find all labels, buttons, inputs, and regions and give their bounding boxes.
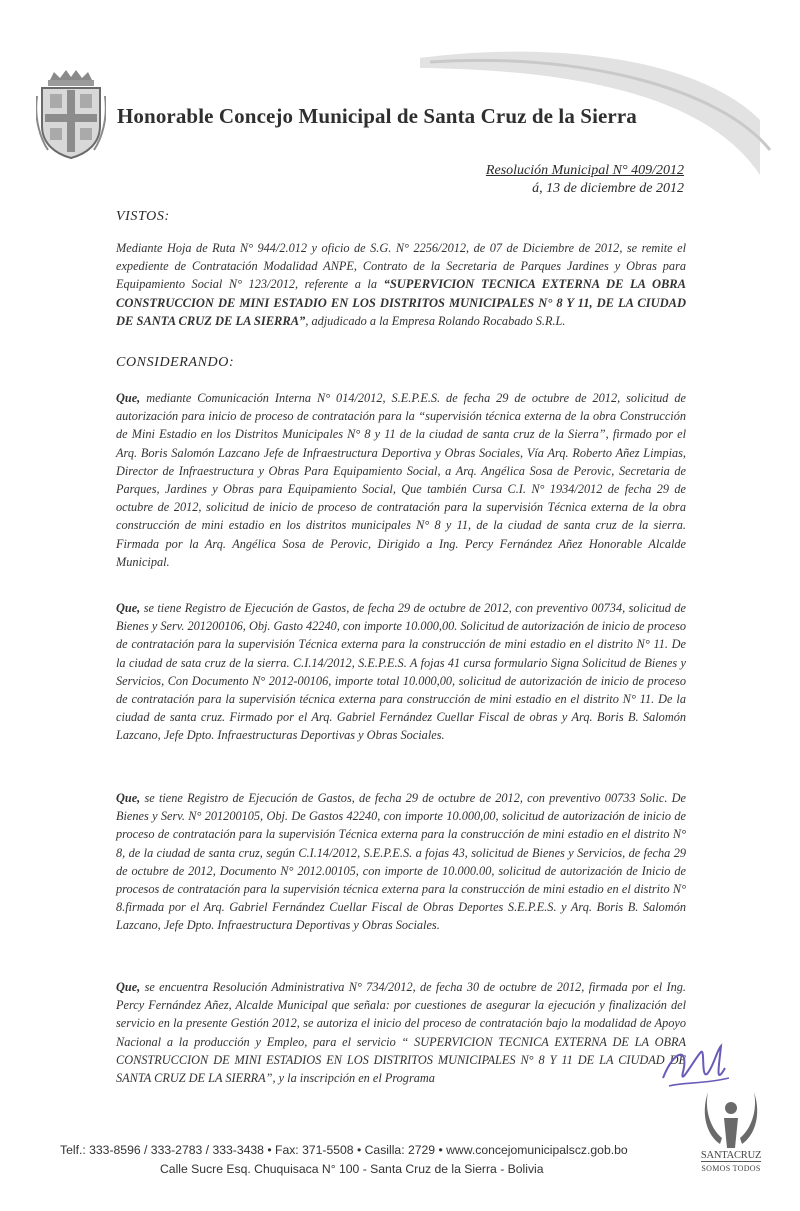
considerando-paragraph-3 bbox=[116, 789, 686, 935]
considerando-paragraph-1 bbox=[116, 389, 686, 571]
resolution-header bbox=[486, 162, 684, 198]
paragraph-lead: Que, bbox=[116, 980, 141, 994]
vistos-outro: , adjudicado a la Empresa Rolando Rocabado S.R.L. bbox=[305, 313, 566, 328]
vistos-project-title: “SUPERVICION TECNICA EXTERNA DE LA OBRA CONSTRUCCION DE MINI ESTADIO EN LOS DISTRITOS MUNICIPALES N° 8 Y 11, DE LA CIUDAD DE SANTA CRUZ DE LA SIERRA” bbox=[116, 277, 686, 328]
considerando-heading: CONSIDERANDO: bbox=[116, 355, 235, 370]
vistos-heading: VISTOS: bbox=[116, 209, 170, 224]
paragraph-text: se tiene Registro de Ejecución de Gastos, de fecha 29 de octubre de 2012, con preventivo 00733 Solic. De Bienes y Serv. N° 201200105, Obj. De Gastos 42240, con importe 10.000,00, solicitud de autorización de inicio de proceso de contratación para la supervisión Técnica externa para la construcción de mini estadio en el distrito N° 8, de la ciudad de santa cruz, según C.I.14/2012, S.E.P.E.S. a fojas 43, solicitud de Bienes y Servicios, de fecha 29 de octubre de 2012, Documento N° 2012.00105, con importe de 10.000.00, solicitud de autorización de Inicio de procesos de contratación para la supervisión técnica externa para la construcción de mini estadio en el distrito N° 8.firmada por el Arq. Gabriel Fernández Cuellar Fiscal de Obras Deportes S.E.P.E.S. y Arq. Boris B. Salomón Lazcano, Jefe Dpto. Infraestructura Deportivas y Obras Sociales. bbox=[116, 791, 686, 933]
paragraph-lead: Que, bbox=[116, 791, 141, 805]
coat-of-arms-icon bbox=[36, 68, 106, 160]
paragraph-text: mediante Comunicación Interna N° 014/2012, S.E.P.E.S. de fecha 29 de octubre de 2012, solicitud de autorización para inicio de proceso de contratación para la “supervisión técnica externa de la obra Construcción de Mini Estadio en los Distritos Municipales N° 8 y 11 de la ciudad de santa cruz de la Sierra”, firmado por el Arq. Boris Salomón Lazcano Jefe de Infraestructura Deportiva y Obras Sociales, Vía Arq. Roberto Añez Limpias, Director de Infraestructura y Obras Para Equipamiento Social, a Arq. Angélica Sosa de Perovic, Secretaria de Parques, Jardines y Obras para Equipamiento Social, Que también Cursa C.I. N° 1934/2012 de fecha 29 de octubre de 2012, solicitud de inicio de proceso de contratación para la supervisión Técnica externa de la obra construcción de mini estadio en los distritos municipales N° 8 y 11, de la ciudad de santa cruz de la sierra. Firmada por la Arq. Angélica Sosa de Perovic, Dirigido a Ing. Percy Fernández Añez Honorable Alcalde Municipal. bbox=[116, 391, 686, 569]
santa-cruz-logo-text bbox=[690, 1150, 772, 1174]
vistos-paragraph bbox=[116, 239, 686, 330]
footer-contact: Telf.: 333-8596 / 333-2783 / 333-3438 • Fax: 371-5508 • Casilla: 2729 • www.concejomunicipalscz.gob.bo bbox=[60, 1143, 628, 1157]
logo-name: SANTACRUZ bbox=[700, 1150, 762, 1161]
paragraph-lead: Que, bbox=[116, 601, 141, 615]
paragraph-text: se tiene Registro de Ejecución de Gastos, de fecha 29 de octubre de 2012, con preventivo 00734, solicitud de Bienes y Serv. 201200106, Obj. Gasto 42240, con importe 10.000,00. Solicitud de autorización de inicio de proceso de contratación para la supervisión Técnica externa para la construcción de mini estadio en el distrito N° 11. De la ciudad de sata cruz de la sierra. C.I.14/2012, S.E.P.E.S. A fojas 41 cursa formulario Signa Solicitud de Bienes y Servicios, Con Documento N° 2012-00106, importe total 10.000,00, solicitud de autorización de inicio de proceso de contratación para la supervisión técnica externa para construcción de mini estadio en el distrito N° 11. De la ciudad de santa cruz. Firmado por el Arq. Gabriel Fernández Cuellar Fiscal de obras y Arq. Boris B. Salomón Lazcano, Jefe Dpto. Infraestructuras Deportivas y Obras Sociales. bbox=[116, 601, 687, 743]
resolution-date: á, 13 de diciembre de 2012 bbox=[532, 181, 684, 196]
paragraph-caps-title: “ SUPERVICION TECNICA EXTERNA DE LA OBRA CONSTRUCCION DE MINI ESTADIOS EN LOS DISTRITOS MUNICIPALES N° 8 Y 11 DE LA CIUDAD DE SANTA CRUZ DE LA SIERRA” bbox=[116, 1034, 686, 1086]
resolution-number: Resolución Municipal N° 409/2012 bbox=[485, 163, 684, 178]
considerando-paragraph-4 bbox=[116, 978, 686, 1087]
considerando-paragraph-2 bbox=[116, 599, 686, 745]
paragraph-text: se encuentra Resolución Administrativa N° 734/2012, de fecha 30 de octubre de 2012, firmada por el Ing. Percy Fernández Añez, Alcalde Municipal que señala: por cuestiones de asegurar la ejecución y finalización del servicio en la presente Gestión 2012, se autoriza el inicio del proceso de contratación bajo la modalidad de Apoyo Nacional a la producción y Empleo, para el servicio bbox=[116, 980, 686, 1049]
footer-address: Calle Sucre Esq. Chuquisaca N° 100 - Santa Cruz de la Sierra - Bolivia bbox=[160, 1162, 544, 1176]
paragraph-lead: Que, bbox=[116, 391, 141, 405]
vistos-intro: Mediante Hoja de Ruta N° 944/2.012 y oficio de S.G. N° 2256/2012, de 07 de Diciembre de 2012, se remite el expediente de Contratación Modalidad ANPE, Contrato de la Secretaria de Parques Jardines y Obras para Equipamiento Social N° 123/2012, referente a la bbox=[116, 241, 686, 292]
page-title: Honorable Concejo Municipal de Santa Cruz de la Sierra bbox=[117, 104, 637, 128]
paragraph-tail: , y la inscripción en el Programa bbox=[272, 1071, 435, 1086]
logo-tagline: SOMOS TODOS bbox=[701, 1161, 760, 1174]
